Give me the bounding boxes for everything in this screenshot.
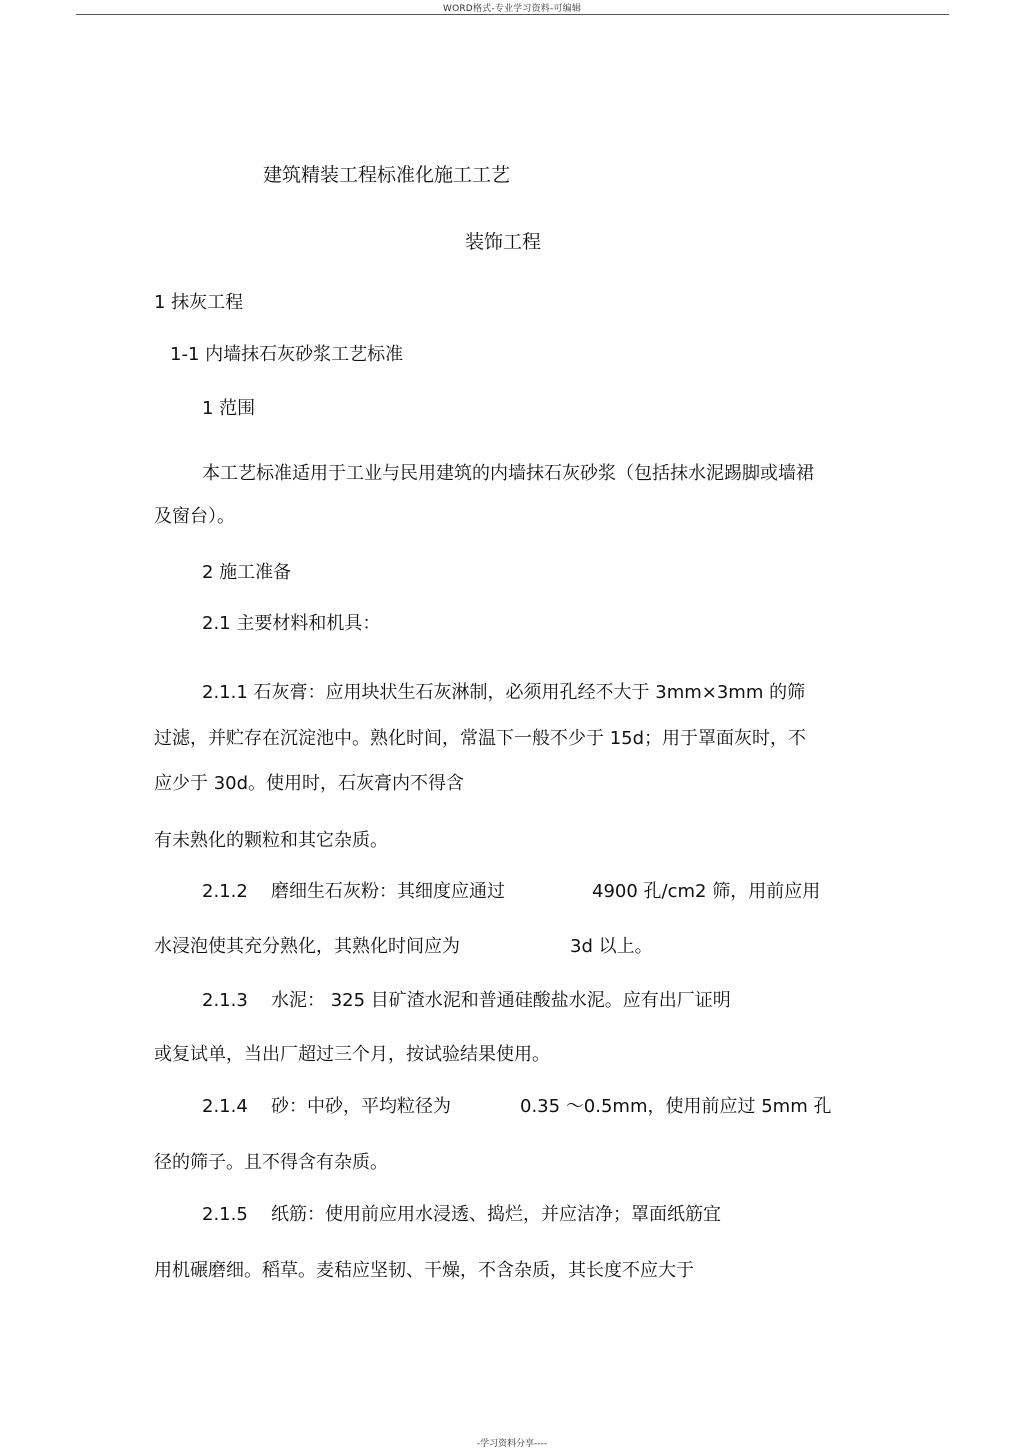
section-heading-1: 1 抹灰工程	[154, 292, 244, 313]
item-2-1-3-number: 2.1.3	[202, 990, 248, 1011]
item-2-1-1-line-2: 过滤，并贮存在沉淀池中。熟化时间，常温下一般不少于 15d；用于罩面灰时，不	[154, 728, 807, 749]
section-heading-1-1: 1-1 内墙抹石灰砂浆工艺标准	[170, 344, 404, 365]
subsection-2-1: 2.1 主要材料和机具：	[202, 613, 381, 634]
page-header: WORD格式-专业学习资料-可编辑	[442, 4, 582, 14]
header-divider	[76, 14, 949, 15]
item-2-1-5-number: 2.1.5	[202, 1204, 248, 1225]
page-footer: -学习资料分享----	[476, 1439, 548, 1449]
preparation-heading: 2 施工准备	[202, 562, 292, 583]
item-2-1-2-number: 2.1.2	[202, 881, 248, 902]
item-2-1-4-text-a: 砂：中砂，平均粒径为	[271, 1096, 451, 1117]
item-2-1-3-text-a: 水泥： 325 目矿渣水泥和普通硅酸盐水泥。应有出厂证明	[271, 990, 731, 1011]
item-2-1-2-text-d: 3d 以上。	[570, 936, 653, 957]
item-2-1-3-text-b: 或复试单，当出厂超过三个月，按试验结果使用。	[154, 1044, 550, 1065]
scope-paragraph-line-2: 及窗台）。	[154, 506, 235, 527]
scope-paragraph-line-1: 本工艺标准适用于工业与民用建筑的内墙抹石灰砂浆（包括抹水泥踢脚或墙裙	[202, 463, 814, 484]
item-2-1-2-text-c: 水浸泡使其充分熟化，其熟化时间应为	[154, 936, 460, 957]
item-2-1-4-text-b: 0.35 ～0.5mm，使用前应过 5mm 孔	[520, 1096, 832, 1117]
item-2-1-1-line-1: 2.1.1 石灰膏：应用块状生石灰淋制，必须用孔经不大于 3mm×3mm 的筛	[202, 682, 806, 703]
item-2-1-4-number: 2.1.4	[202, 1096, 248, 1117]
document-subtitle: 装饰工程	[465, 231, 542, 253]
item-2-1-2-text-a: 磨细生石灰粉：其细度应通过	[271, 881, 505, 902]
item-2-1-4-text-c: 径的筛子。且不得含有杂质。	[154, 1152, 388, 1173]
item-2-1-5-text-a: 纸筋：使用前应用水浸透、捣烂，并应洁净；罩面纸筋宜	[271, 1204, 721, 1225]
item-2-1-2-text-b: 4900 孔/cm2 筛，用前应用	[592, 881, 821, 902]
scope-heading: 1 范围	[202, 398, 256, 419]
document-title: 建筑精装工程标准化施工工艺	[263, 164, 511, 186]
item-2-1-5-text-b: 用机碾磨细。稻草。麦秸应坚韧、干燥，不含杂质，其长度不应大于	[154, 1260, 694, 1281]
item-2-1-1-line-4: 有未熟化的颗粒和其它杂质。	[154, 830, 388, 851]
item-2-1-1-line-3: 应少于 30d。使用时，石灰膏内不得含	[154, 773, 465, 794]
